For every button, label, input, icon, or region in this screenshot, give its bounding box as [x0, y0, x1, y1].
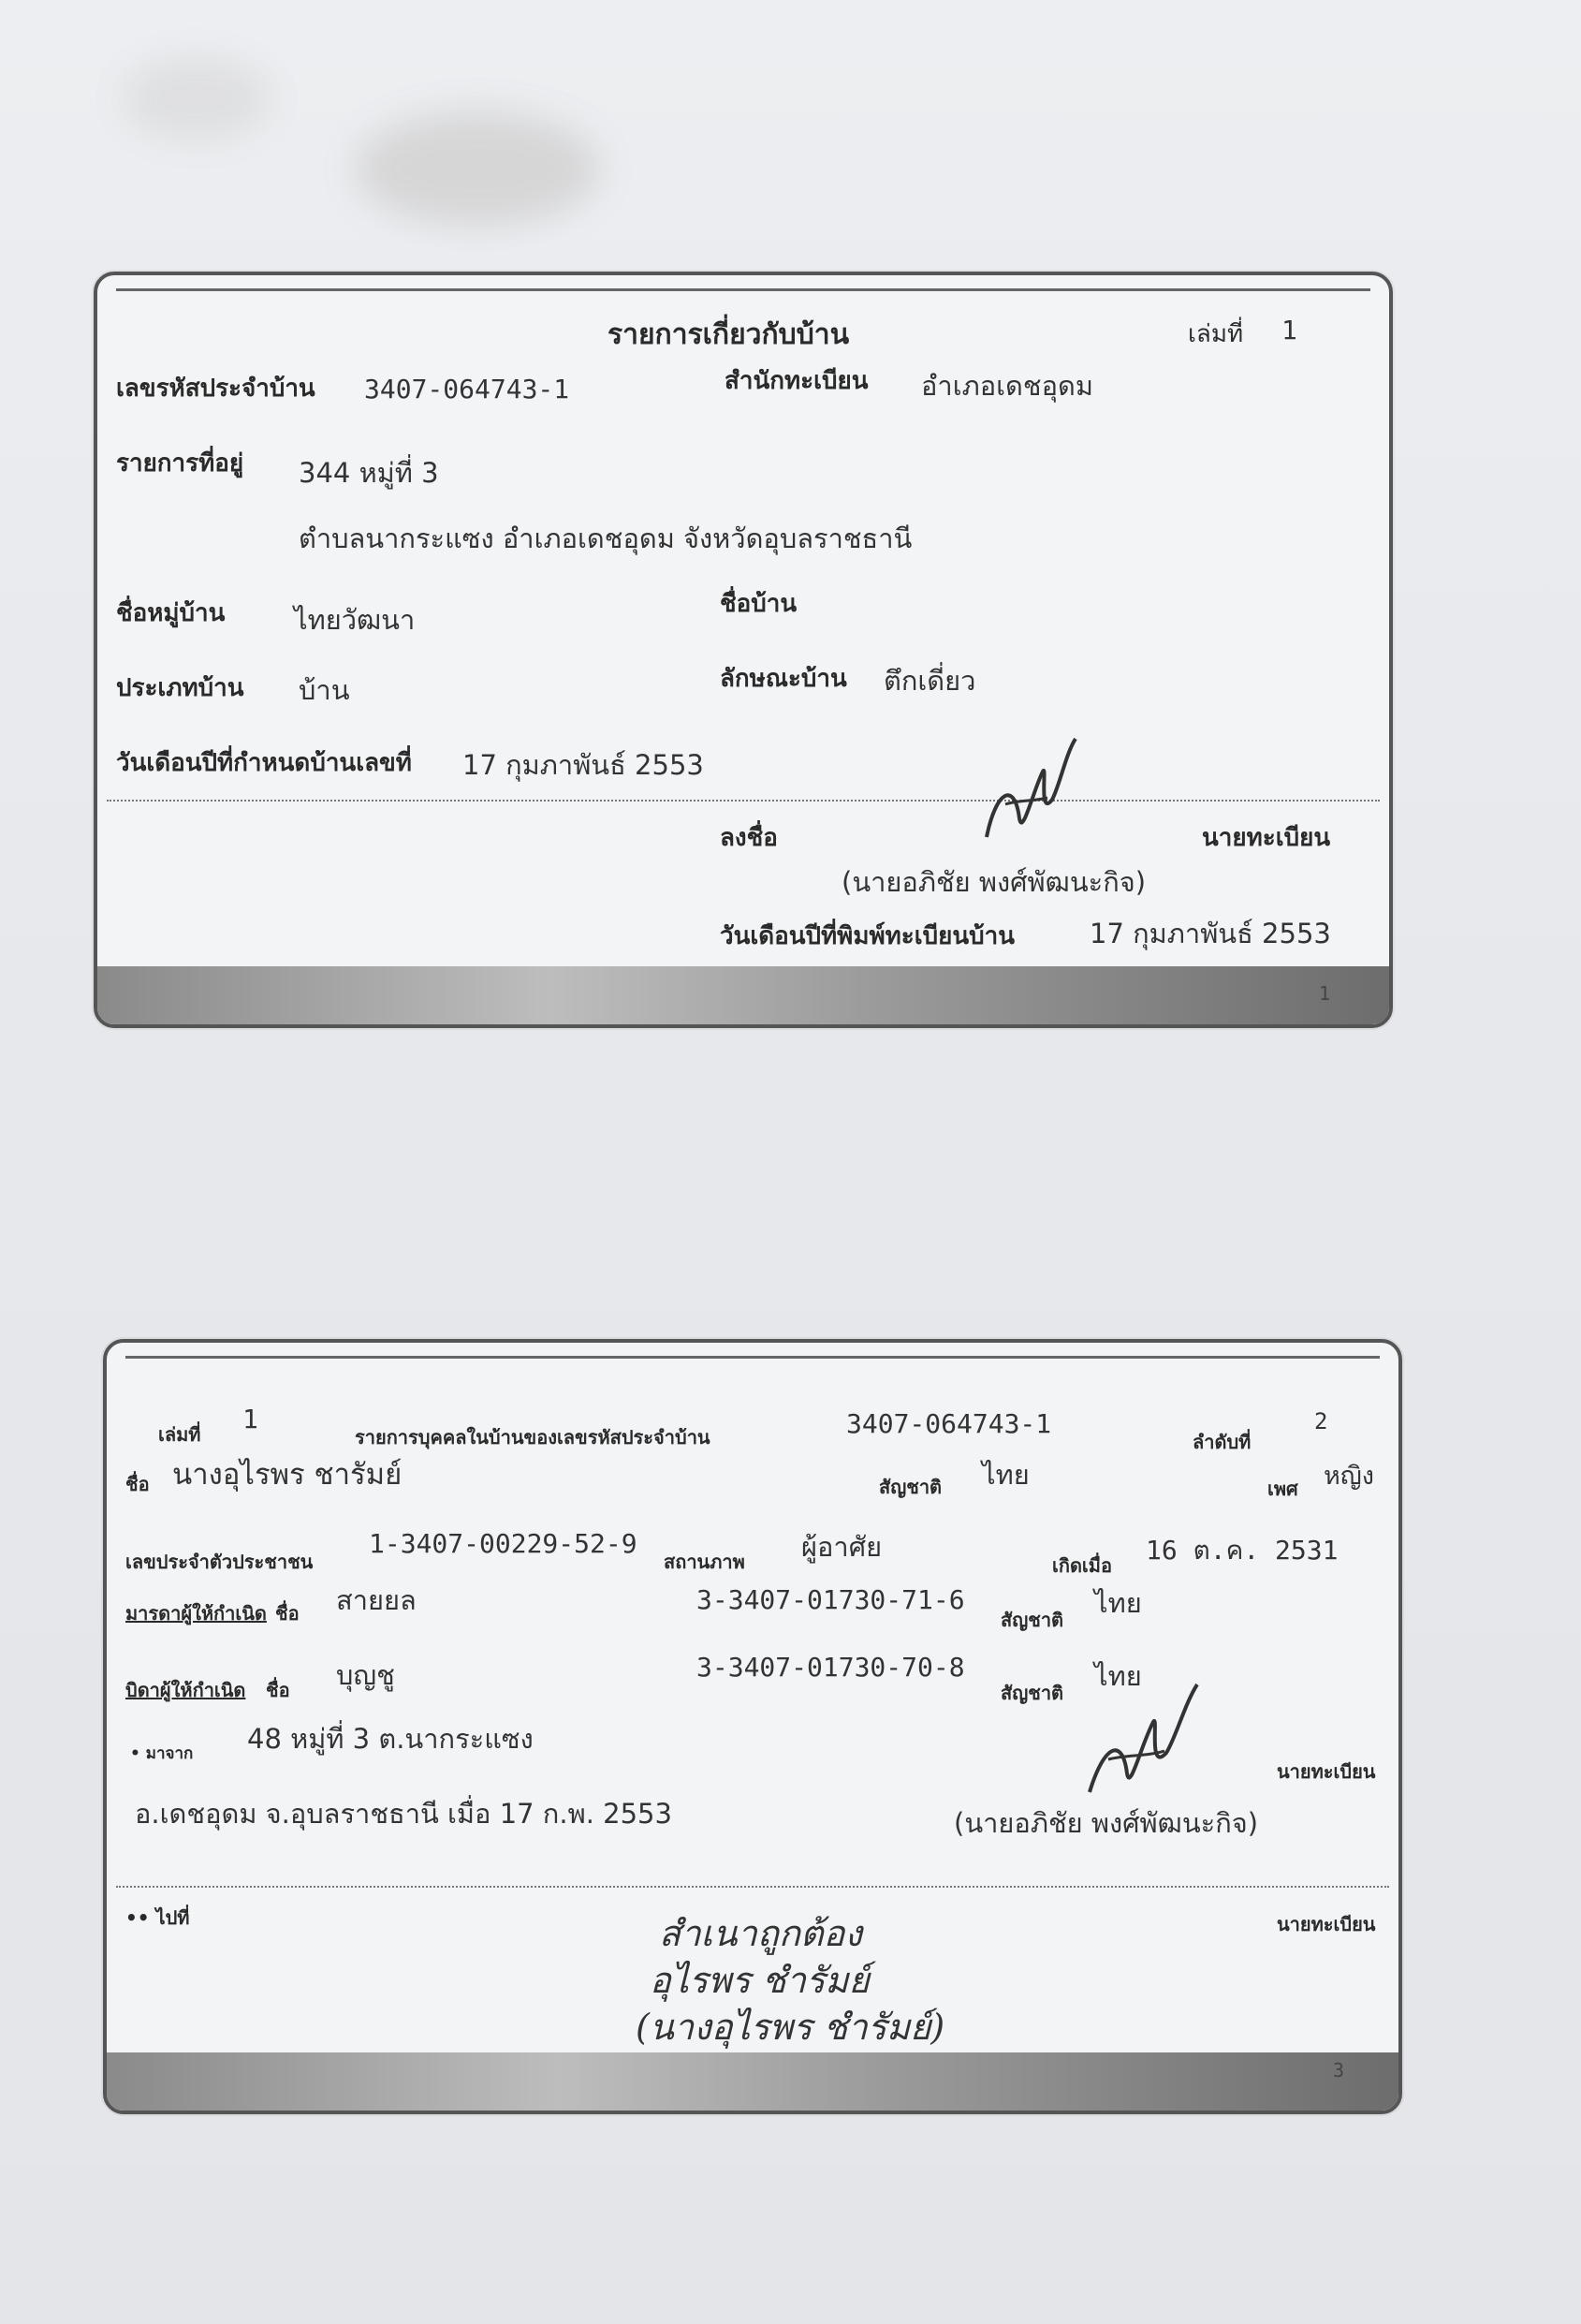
card-bottom-band — [97, 966, 1389, 1024]
sign-label: ลงชื่อ — [720, 824, 778, 852]
registrar-name: (นายอภิชัย พงศ์พัฒนะกิจ) — [842, 866, 1147, 898]
registrar-name: (นายอภิชัย พงศ์พัฒนะกิจ) — [954, 1807, 1259, 1839]
sex: หญิง — [1324, 1462, 1374, 1491]
citizen-id: 1-3407-00229-52-9 — [369, 1528, 637, 1559]
citizen-id-label: เลขประจำตัวประชาชน — [125, 1551, 314, 1573]
mother-id: 3-3407-01730-71-6 — [696, 1584, 965, 1615]
name-label: ชื่อ — [125, 1473, 150, 1495]
page-number: 3 — [1333, 2059, 1345, 2081]
born-label: เกิดเมื่อ — [1052, 1554, 1112, 1577]
house-code: 3407-064743-1 — [846, 1408, 1052, 1439]
person-details-card — [103, 1339, 1402, 2114]
handwritten-certification-line-3: (นางอุไรพร ชำรัมย์) — [636, 2007, 945, 2048]
print-date-label: วันเดือนปีที่พิมพ์ทะเบียนบ้าน — [720, 922, 1015, 950]
registrar-role: นายทะเบียน — [1277, 1760, 1376, 1783]
father-nationality: ไทย — [1094, 1660, 1142, 1692]
moved-from-label: • มาจาก — [130, 1744, 194, 1763]
resident-status: ผู้อาศัย — [801, 1531, 883, 1563]
birth-date: 16 ต.ค. 2531 — [1146, 1535, 1339, 1566]
father-id: 3-3407-01730-70-8 — [696, 1652, 965, 1683]
handwritten-certification-line-1: สำเนาถูกต้อง — [659, 1913, 862, 1954]
house-code-label: เลขรหัสประจำบ้าน — [116, 375, 315, 403]
village-label: ชื่อหมู่บ้าน — [116, 599, 226, 627]
father-name: บุญชู — [336, 1659, 395, 1691]
sex-label: เพศ — [1267, 1478, 1298, 1500]
father-label: บิดาผู้ให้กำเนิด — [125, 1679, 246, 1701]
registrar-role: นายทะเบียน — [1202, 824, 1331, 852]
registrar-signature-image — [1080, 1680, 1211, 1811]
father-name-label: ชื่อ — [266, 1679, 290, 1701]
card-title: รายการบุคคลในบ้านของเลขรหัสประจำบ้าน — [355, 1426, 710, 1449]
print-date: 17 กุมภาพันธ์ 2553 — [1090, 918, 1331, 949]
page-smudge — [356, 112, 599, 225]
address-label: รายการที่อยู่ — [116, 449, 244, 478]
house-details-card — [94, 272, 1393, 1028]
card-top-rule — [116, 288, 1370, 291]
registry-office: อำเภอเดชอุดม — [921, 370, 1093, 402]
status-label: สถานภาพ — [664, 1551, 745, 1573]
moved-to-registrar-role: นายทะเบียน — [1277, 1913, 1376, 1935]
card-top-rule — [125, 1356, 1380, 1359]
mother-name: สายยล — [336, 1584, 417, 1616]
mother-label: มารดาผู้ให้กำเนิด — [125, 1602, 267, 1625]
house-style-label: ลักษณะบ้าน — [720, 665, 847, 693]
section-divider — [107, 800, 1380, 802]
order-label: ลำดับที่ — [1193, 1431, 1252, 1453]
moved-from-line-2: อ.เดชอุดม จ.อุบลราชธานี เมื่อ 17 ก.พ. 2553 — [135, 1798, 672, 1830]
village-name: ไทยวัฒนา — [294, 604, 416, 636]
nationality: ไทย — [982, 1459, 1030, 1491]
registrar-signature-image — [977, 734, 1090, 856]
mother-nationality-label: สัญชาติ — [1001, 1609, 1064, 1631]
house-type: บ้าน — [299, 674, 350, 706]
book-number: 1 — [242, 1404, 258, 1434]
house-type-label: ประเภทบ้าน — [116, 674, 244, 702]
mother-name-label: ชื่อ — [275, 1602, 300, 1625]
assigned-date-label: วันเดือนปีที่กำหนดบ้านเลขที่ — [116, 749, 412, 777]
nationality-label: สัญชาติ — [879, 1476, 943, 1498]
house-name-label: ชื่อบ้าน — [720, 590, 798, 618]
house-code: 3407-064743-1 — [364, 374, 570, 404]
handwritten-certification-line-2: อุไรพร ชำรัมย์ — [650, 1960, 870, 2001]
assigned-date: 17 กุมภาพันธ์ 2553 — [462, 749, 704, 781]
mother-nationality: ไทย — [1094, 1587, 1142, 1619]
father-nationality-label: สัญชาติ — [1001, 1682, 1064, 1704]
order-number: 2 — [1314, 1408, 1328, 1434]
address-line-1: 344 หมู่ที่ 3 — [299, 457, 439, 489]
book-label: เล่มที่ — [158, 1423, 201, 1446]
address-line-2: ตำบลนากระแซง อำเภอเดชอุดม จังหวัดอุบลราชธานี — [299, 522, 913, 554]
section-divider — [116, 1886, 1389, 1888]
moved-from-line-1: 48 หมู่ที่ 3 ต.นากระแซง — [247, 1723, 534, 1755]
registry-office-label: สำนักทะเบียน — [725, 367, 869, 395]
moved-to-label: •• ไปที่ — [125, 1906, 190, 1929]
page-smudge — [122, 56, 271, 140]
page-number: 1 — [1319, 982, 1331, 1005]
book-number: 1 — [1281, 315, 1297, 346]
book-label: เล่มที่ — [1188, 320, 1244, 348]
house-style: ตึกเดี่ยว — [884, 665, 976, 697]
person-name: นางอุไรพร ชารัมย์ — [172, 1458, 403, 1492]
card-bottom-band — [107, 2052, 1398, 2111]
card-title: รายการเกี่ยวกับบ้าน — [608, 318, 850, 351]
